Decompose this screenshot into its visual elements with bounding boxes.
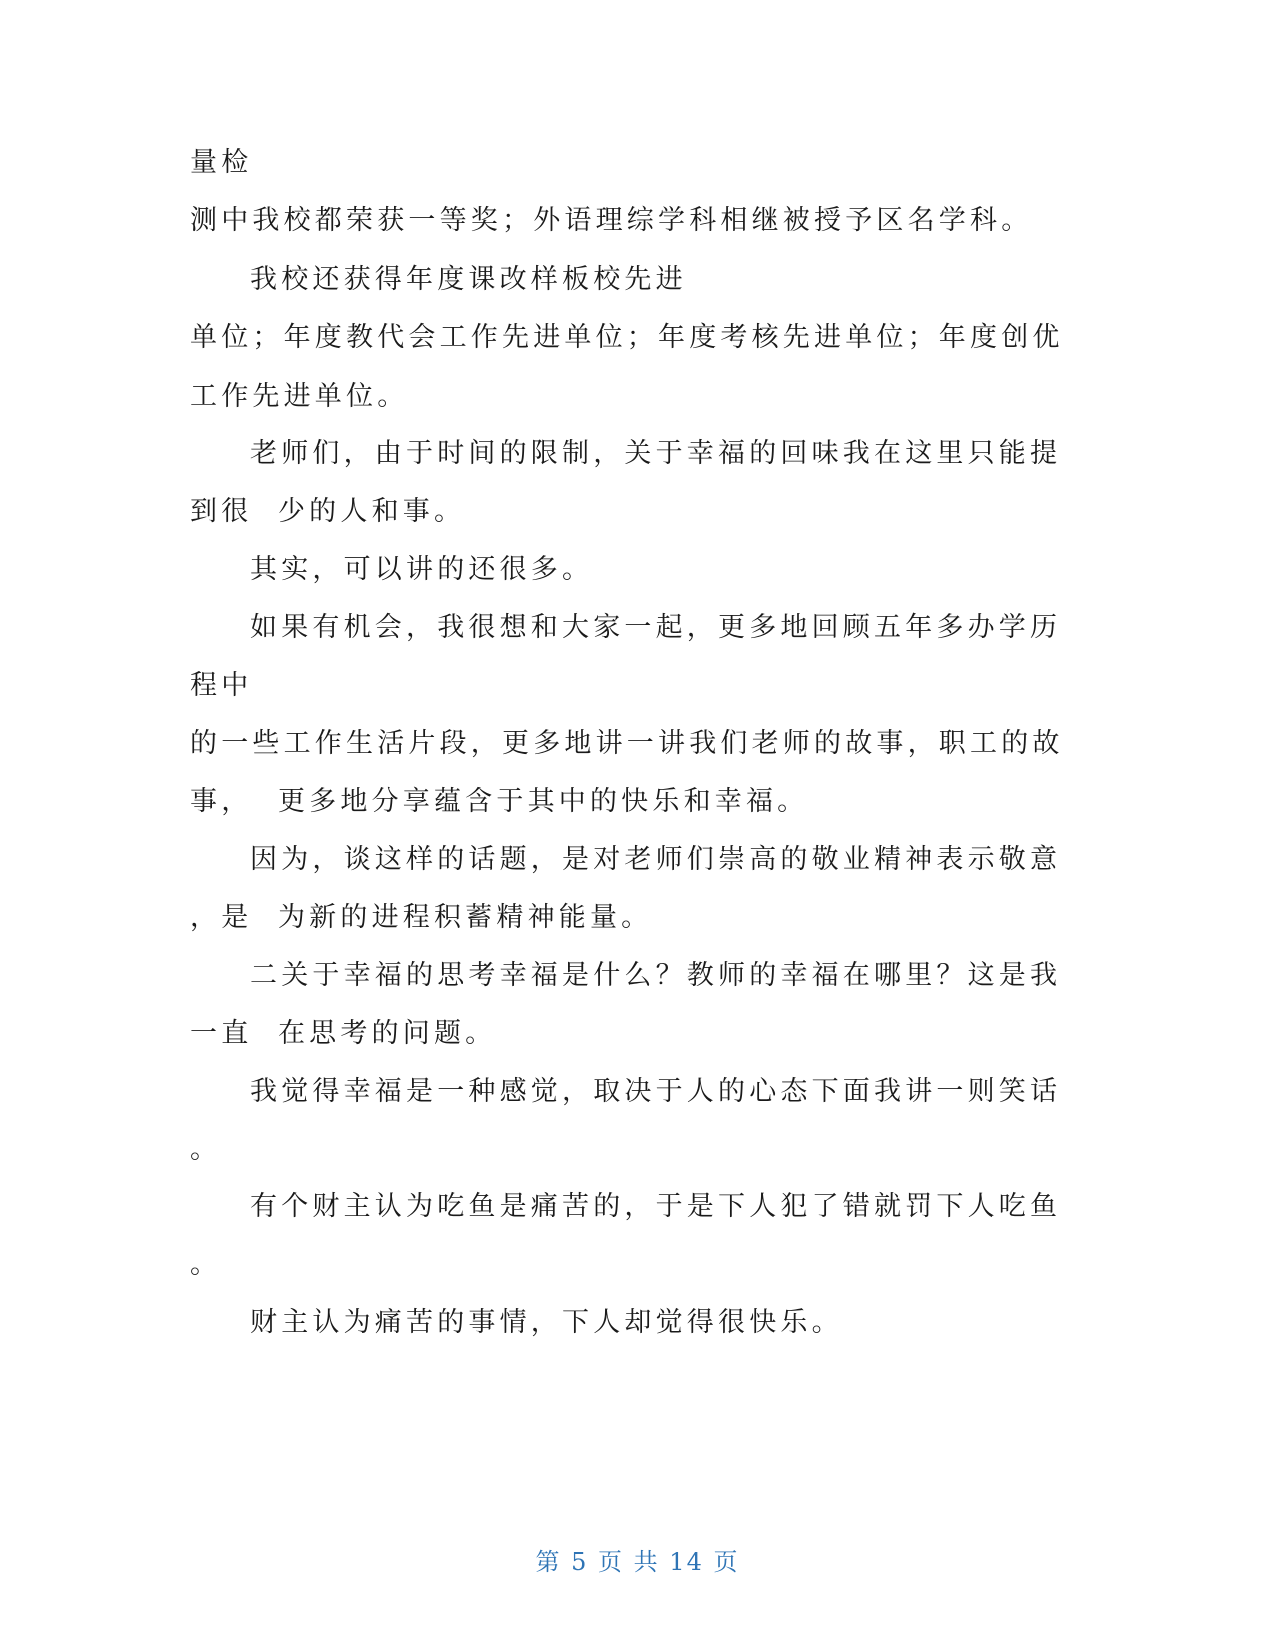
text-line: 财主认为痛苦的事情，下人却觉得很快乐。 [250, 1307, 843, 1338]
text-line: 量检 [190, 147, 253, 178]
text-line: 。 [190, 1249, 222, 1280]
text-line: 因为，谈这样的话题，是对老师们崇高的敬业精神表示敬意 [250, 844, 1062, 875]
text-line: 。 [190, 1134, 222, 1165]
text-line: 我校还获得年度课改样板校先进 [250, 264, 687, 295]
text-line: 单位；年度教代会工作先进单位；年度考核先进单位；年度创优 [190, 322, 1064, 353]
text-line: 一直 在思考的问题。 [190, 1018, 497, 1049]
text-line: 程中 [190, 670, 253, 701]
text-line: 如果有机会，我很想和大家一起，更多地回顾五年多办学历 [250, 612, 1062, 643]
text-line: 到很 少的人和事。 [190, 496, 466, 527]
text-line: 测中我校都荣获一等奖；外语理综学科相继被授予区名学科。 [190, 205, 1033, 236]
text-line: 工作先进单位。 [190, 381, 409, 412]
text-line: 老师们，由于时间的限制，关于幸福的回味我在这里只能提 [250, 438, 1062, 469]
text-line: 我觉得幸福是一种感觉，取决于人的心态下面我讲一则笑话 [250, 1076, 1062, 1107]
text-line: 事， 更多地分享蕴含于其中的快乐和幸福。 [190, 786, 809, 817]
text-line: 的一些工作生活片段，更多地讲一讲我们老师的故事，职工的故 [190, 728, 1064, 759]
page-number-footer: 第 5 页 共 14 页 [535, 1548, 740, 1576]
text-line: 二关于幸福的思考幸福是什么？教师的幸福在哪里？这是我 [250, 960, 1062, 991]
text-line: ，是 为新的进程积蓄精神能量。 [190, 902, 653, 933]
text-line: 其实，可以讲的还很多。 [250, 554, 594, 585]
text-line: 有个财主认为吃鱼是痛苦的，于是下人犯了错就罚下人吃鱼 [250, 1191, 1062, 1222]
